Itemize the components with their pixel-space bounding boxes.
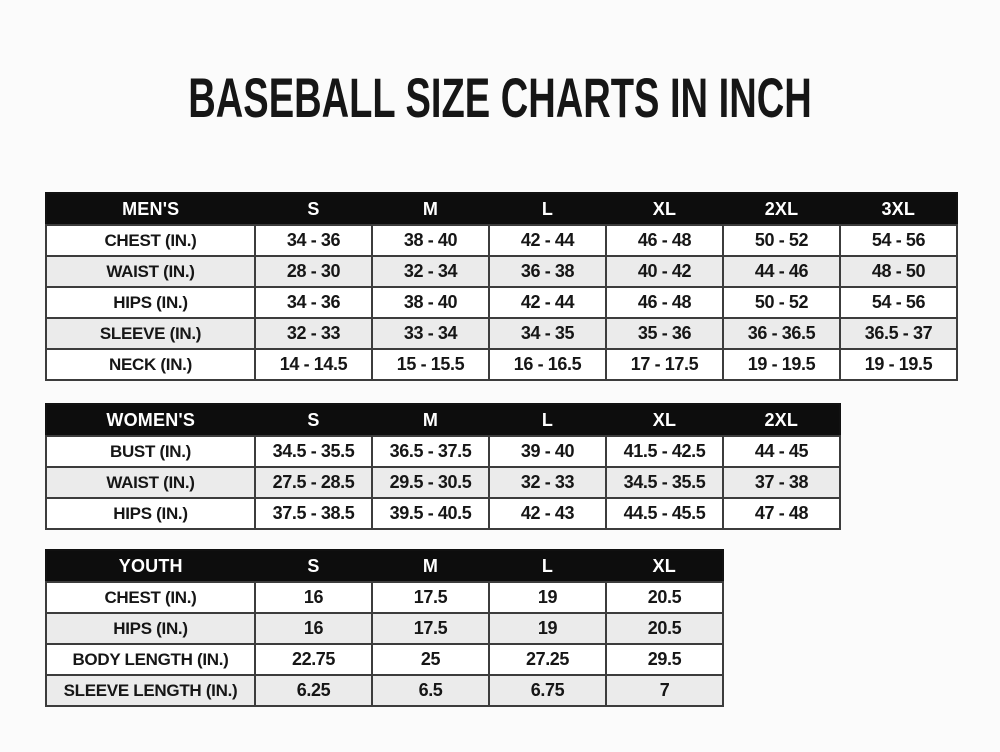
size-value-cell: 35 - 36 xyxy=(606,318,723,349)
size-value-cell: 42 - 43 xyxy=(489,498,606,529)
size-column-header: 2XL xyxy=(723,404,840,436)
size-value-cell: 44 - 46 xyxy=(723,256,840,287)
size-value-cell: 50 - 52 xyxy=(723,225,840,256)
size-column-header: L xyxy=(489,193,606,225)
size-column-header: L xyxy=(489,404,606,436)
size-value-cell: 19 xyxy=(489,613,606,644)
size-column-header: XL xyxy=(606,550,723,582)
size-value-cell: 32 - 33 xyxy=(489,467,606,498)
size-value-cell: 46 - 48 xyxy=(606,225,723,256)
size-value-cell: 36.5 - 37 xyxy=(840,318,957,349)
measurement-row-label: BODY LENGTH (IN.) xyxy=(46,644,255,675)
size-value-cell: 34 - 35 xyxy=(489,318,606,349)
size-value-cell: 50 - 52 xyxy=(723,287,840,318)
size-value-cell: 16 xyxy=(255,613,372,644)
group-title-header: YOUTH xyxy=(46,550,255,582)
size-column-header: 2XL xyxy=(723,193,840,225)
size-value-cell: 6.25 xyxy=(255,675,372,706)
size-value-cell: 20.5 xyxy=(606,582,723,613)
table-row xyxy=(46,467,840,498)
size-value-cell: 54 - 56 xyxy=(840,225,957,256)
group-title-header: MEN'S xyxy=(46,193,255,225)
size-value-cell: 39.5 - 40.5 xyxy=(372,498,489,529)
size-value-cell: 54 - 56 xyxy=(840,287,957,318)
table-row xyxy=(46,582,723,613)
size-value-cell: 7 xyxy=(606,675,723,706)
size-value-cell: 42 - 44 xyxy=(489,225,606,256)
table-row xyxy=(46,675,723,706)
size-value-cell: 29.5 xyxy=(606,644,723,675)
table-row xyxy=(46,256,957,287)
size-value-cell: 39 - 40 xyxy=(489,436,606,467)
size-column-header: S xyxy=(255,193,372,225)
size-value-cell: 38 - 40 xyxy=(372,225,489,256)
size-value-cell: 19 xyxy=(489,582,606,613)
size-value-cell: 15 - 15.5 xyxy=(372,349,489,380)
size-column-header: M xyxy=(372,550,489,582)
size-value-cell: 34.5 - 35.5 xyxy=(606,467,723,498)
size-value-cell: 34 - 36 xyxy=(255,287,372,318)
size-column-header: S xyxy=(255,550,372,582)
size-value-cell: 46 - 48 xyxy=(606,287,723,318)
size-value-cell: 14 - 14.5 xyxy=(255,349,372,380)
size-value-cell: 29.5 - 30.5 xyxy=(372,467,489,498)
header-row xyxy=(46,193,957,225)
measurement-row-label: HIPS (IN.) xyxy=(46,287,255,318)
size-column-header: L xyxy=(489,550,606,582)
size-value-cell: 27.25 xyxy=(489,644,606,675)
measurement-row-label: WAIST (IN.) xyxy=(46,467,255,498)
table-row xyxy=(46,225,957,256)
size-value-cell: 36 - 36.5 xyxy=(723,318,840,349)
group-title-header: WOMEN'S xyxy=(46,404,255,436)
size-value-cell: 17 - 17.5 xyxy=(606,349,723,380)
youth-size-table xyxy=(45,549,724,707)
table-row xyxy=(46,644,723,675)
size-value-cell: 28 - 30 xyxy=(255,256,372,287)
size-value-cell: 38 - 40 xyxy=(372,287,489,318)
measurement-row-label: CHEST (IN.) xyxy=(46,582,255,613)
table-row xyxy=(46,318,957,349)
table-row xyxy=(46,349,957,380)
size-value-cell: 41.5 - 42.5 xyxy=(606,436,723,467)
size-value-cell: 6.5 xyxy=(372,675,489,706)
size-value-cell: 19 - 19.5 xyxy=(723,349,840,380)
size-value-cell: 27.5 - 28.5 xyxy=(255,467,372,498)
size-value-cell: 36.5 - 37.5 xyxy=(372,436,489,467)
table-row xyxy=(46,613,723,644)
page-title: BASEBALL SIZE CHARTS IN INCH xyxy=(188,66,812,129)
size-column-header: M xyxy=(372,193,489,225)
measurement-row-label: HIPS (IN.) xyxy=(46,613,255,644)
size-column-header: XL xyxy=(606,193,723,225)
measurement-row-label: SLEEVE (IN.) xyxy=(46,318,255,349)
size-value-cell: 42 - 44 xyxy=(489,287,606,318)
size-value-cell: 34 - 36 xyxy=(255,225,372,256)
size-value-cell: 19 - 19.5 xyxy=(840,349,957,380)
size-value-cell: 16 - 16.5 xyxy=(489,349,606,380)
size-value-cell: 48 - 50 xyxy=(840,256,957,287)
size-value-cell: 44 - 45 xyxy=(723,436,840,467)
size-value-cell: 25 xyxy=(372,644,489,675)
size-value-cell: 40 - 42 xyxy=(606,256,723,287)
measurement-row-label: WAIST (IN.) xyxy=(46,256,255,287)
measurement-row-label: NECK (IN.) xyxy=(46,349,255,380)
size-value-cell: 34.5 - 35.5 xyxy=(255,436,372,467)
size-value-cell: 17.5 xyxy=(372,582,489,613)
size-column-header: 3XL xyxy=(840,193,957,225)
table-row xyxy=(46,436,840,467)
size-value-cell: 37.5 - 38.5 xyxy=(255,498,372,529)
size-value-cell: 20.5 xyxy=(606,613,723,644)
size-value-cell: 17.5 xyxy=(372,613,489,644)
size-value-cell: 32 - 34 xyxy=(372,256,489,287)
header-row xyxy=(46,550,723,582)
measurement-row-label: HIPS (IN.) xyxy=(46,498,255,529)
table-row xyxy=(46,287,957,318)
measurement-row-label: BUST (IN.) xyxy=(46,436,255,467)
table-row xyxy=(46,498,840,529)
size-value-cell: 47 - 48 xyxy=(723,498,840,529)
size-value-cell: 16 xyxy=(255,582,372,613)
size-value-cell: 37 - 38 xyxy=(723,467,840,498)
size-value-cell: 32 - 33 xyxy=(255,318,372,349)
size-column-header: S xyxy=(255,404,372,436)
size-column-header: XL xyxy=(606,404,723,436)
size-value-cell: 33 - 34 xyxy=(372,318,489,349)
size-value-cell: 6.75 xyxy=(489,675,606,706)
header-row xyxy=(46,404,840,436)
measurement-row-label: SLEEVE LENGTH (IN.) xyxy=(46,675,255,706)
mens-size-table xyxy=(45,192,958,381)
womens-size-table xyxy=(45,403,841,530)
size-value-cell: 44.5 - 45.5 xyxy=(606,498,723,529)
size-value-cell: 36 - 38 xyxy=(489,256,606,287)
size-value-cell: 22.75 xyxy=(255,644,372,675)
measurement-row-label: CHEST (IN.) xyxy=(46,225,255,256)
size-column-header: M xyxy=(372,404,489,436)
